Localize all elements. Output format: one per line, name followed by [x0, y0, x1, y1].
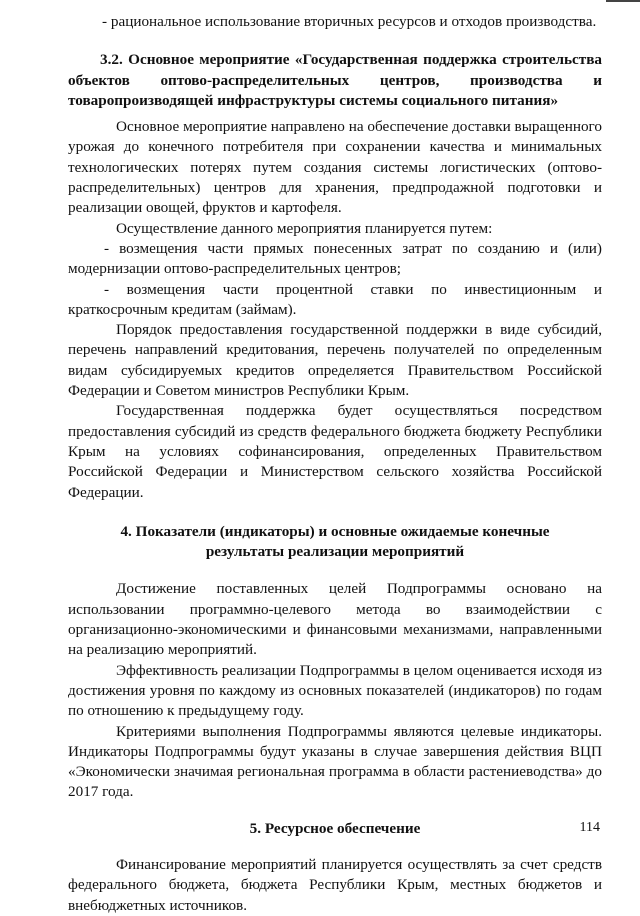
document-body — [68, 12, 602, 916]
section-4-paragraph-2: Эффективность реализации Подпрограммы в целом оценивается исходя из достижения уровня по каждому из основных показателей (индикаторов) по годам по отношению к предыдущему году. — [68, 661, 602, 720]
page-edge-mark — [606, 0, 640, 2]
section-4-paragraph-3: Критериями выполнения Подпрограммы являются целевые индикаторы. Индикаторы Подпрограммы будут указаны в случае завершения действия ВЦП «Экономически значимая региональная программа в области растениеводства» до 2017 года. — [68, 722, 602, 801]
section-3-2-paragraph-1: Основное мероприятие направлено на обеспечение доставки выращенного урожая до конечного потребителя при сохранении качества и минимальных технологических потерях путем создания системы логистических (оптово-распределительных) центров для хранения, предпродажной подготовки и реализации овощей, фруктов и картофеля. — [68, 118, 602, 217]
section-4-heading-line-2: результаты реализации мероприятий — [205, 543, 465, 561]
page-number: 114 — [579, 820, 600, 835]
section-3-2-bullet-1: - возмещения части прямых понесенных затрат по созданию и (или) модернизации оптово-распределительных центров; — [68, 239, 602, 278]
section-5-heading: 5. Ресурсное обеспечение — [249, 819, 421, 837]
section-5-paragraph-1: Финансирование мероприятий планируется осуществлять за счет средств федерального бюджета, бюджета Республики Крым, местных бюджетов и внебюджетных источников. — [68, 855, 602, 914]
section-4-heading — [68, 522, 602, 563]
section-3-2-bullet-2: - возмещения части процентной ставки по инвестиционным и краткосрочным кредитам (займам). — [68, 280, 602, 318]
section-3-2-paragraph-4: Государственная поддержка будет осуществляться посредством предоставления субсидий из средств федерального бюджета бюджету Республики Крым на условиях софинансирования, определенных Правительством Российской Федерации и Министерством сельского хозяйства Российской Федерации. — [68, 402, 602, 501]
section-3-2-paragraph-2: Осуществление данного мероприятия планируется путем: — [116, 219, 493, 237]
section-4-paragraph-1: Достижение поставленных целей Подпрограммы основано на использовании программно-целевого метода во взаимодействии с организационно-экономическими и финансовыми механизмами, направленными на реализацию мероприятий. — [68, 580, 602, 659]
section-3-2-heading: 3.2. Основное мероприятие «Государственная поддержка строительства объектов оптово-распределительных центров, производства и товаропроизводящей инфраструктуры системы социального питания» — [68, 51, 602, 109]
section-4-heading-line-1: 4. Показатели (индикаторы) и основные ожидаемые конечные — [120, 522, 550, 540]
section-3-2-paragraph-3: Порядок предоставления государственной поддержки в виде субсидий, перечень направлений кредитования, перечень получателей по определенным видам субсидируемых кредитов определяется Правительством Российской Федерации и Советом министров Республики Крым. — [68, 321, 602, 400]
continuation-bullet: - рациональное использование вторичных ресурсов и отходов производства. — [102, 13, 597, 30]
